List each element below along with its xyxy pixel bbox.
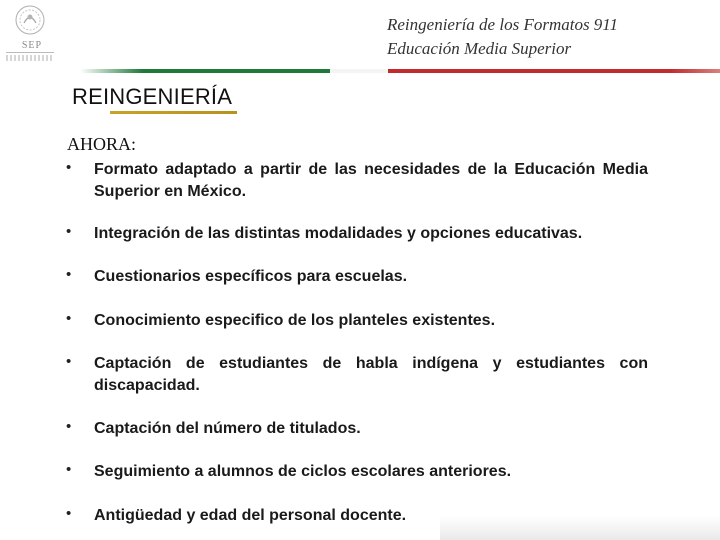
national-seal-icon (14, 4, 46, 36)
now-label: AHORA: (67, 134, 137, 154)
list-item-text: Captación de estudiantes de habla indígena y estudiantes con discapacidad. (94, 355, 648, 394)
list-item (60, 266, 648, 288)
list-item (60, 353, 648, 397)
list-item-text: Cuestionarios específicos para escuelas. (94, 268, 408, 285)
list-item (60, 223, 648, 245)
logo-subtitle-graphic (6, 55, 54, 61)
bullet-icon: • (66, 159, 72, 176)
footer-shadow (440, 516, 720, 540)
bullet-icon: • (66, 418, 72, 435)
bullet-icon: • (66, 266, 72, 283)
sep-logo (0, 0, 60, 70)
list-item-text: Captación del número de titulados. (94, 420, 361, 437)
list-item (60, 310, 648, 332)
list-item (60, 461, 648, 483)
list-item-text: Integración de las distintas modalidades y opciones educativas. (94, 225, 583, 242)
header-title: Reingeniería de los Formatos 911 (387, 15, 619, 34)
list-item (60, 159, 648, 203)
bullet-icon: • (66, 310, 72, 327)
sep-logo-text: SEP (21, 40, 43, 51)
bullet-icon: • (66, 505, 72, 522)
list-item-text: Seguimiento a alumnos de ciclos escolares anteriores. (94, 463, 512, 480)
header-bar-red (388, 69, 720, 73)
header-bar-white (330, 69, 388, 73)
header-bar-green (80, 69, 330, 73)
list-item-text: Conocimiento especifico de los planteles existentes. (94, 312, 496, 329)
logo-divider (6, 52, 54, 53)
bullet-icon: • (66, 353, 72, 370)
section-title: REINGENIERÍA (72, 84, 233, 109)
bullet-icon: • (66, 223, 72, 240)
title-underline (110, 111, 237, 114)
bullet-icon: • (66, 461, 72, 478)
list-item-text: Formato adaptado a partir de las necesidades de la Educación Media Superior en México. (94, 161, 648, 200)
list-item (60, 418, 648, 440)
list-item-text: Antigüedad y edad del personal docente. (94, 507, 407, 524)
header-subtitle: Educación Media Superior (387, 39, 572, 58)
